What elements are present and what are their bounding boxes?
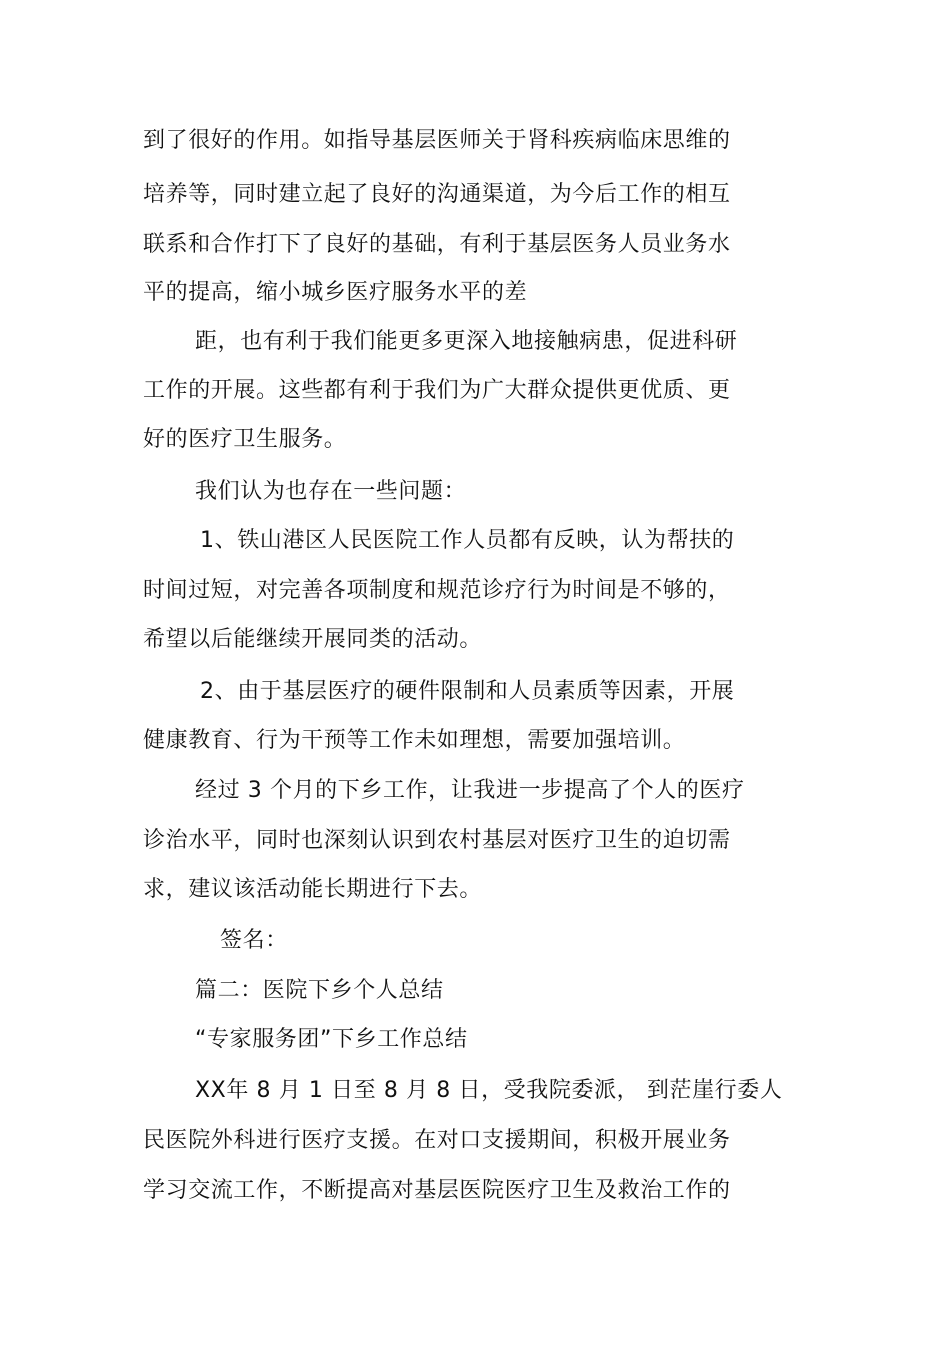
text-line: 平的提高，缩小城乡医疗服务水平的差 [143, 280, 528, 305]
text-line: XX年 8 月 1 日至 8 月 8 日，受我院委派， 到茫崖行委人 [195, 1078, 783, 1103]
text-line: 经过 3 个月的下乡工作，让我进一步提高了个人的医疗 [195, 778, 745, 803]
text-line: 工作的开展。这些都有利于我们为广大群众提供更优质、更 [143, 378, 731, 403]
text-line: 民医院外科进行医疗支援。在对口支援期间，积极开展业务 [143, 1128, 731, 1153]
text-line: 距，也有利于我们能更多更深入地接触病患，促进科研 [195, 329, 738, 354]
text-line: 2、由于基层医疗的硬件限制和人员素质等因素，开展 [200, 679, 735, 704]
text-line: 1、铁山港区人民医院工作人员都有反映，认为帮扶的 [200, 528, 735, 553]
text-line: 联系和合作打下了良好的基础，有利于基层医务人员业务水 [143, 232, 731, 257]
section-subtitle: “专家服务团”下乡工作总结 [195, 1027, 468, 1052]
text-line: 健康教育、行为干预等工作未如理想，需要加强培训。 [143, 728, 686, 753]
text-line: 培养等，同时建立起了良好的沟通渠道，为今后工作的相互 [143, 182, 731, 207]
text-line: 求，建议该活动能长期进行下去。 [143, 877, 483, 902]
text-line: 我们认为也存在一些问题： [195, 479, 467, 504]
text-line: 好的医疗卫生服务。 [143, 427, 347, 452]
text-line: 学习交流工作，不断提高对基层医院医疗卫生及救治工作的 [143, 1178, 731, 1203]
text-line: 希望以后能继续开展同类的活动。 [143, 627, 483, 652]
text-line: 诊治水平，同时也深刻认识到农村基层对医疗卫生的迫切需 [143, 828, 731, 853]
text-line: 到了很好的作用。如指导基层医师关于肾科疾病临床思维的 [143, 128, 731, 153]
section-title: 篇二：医院下乡个人总结 [195, 978, 444, 1003]
signature-label: 签名： [220, 928, 288, 953]
text-line: 时间过短，对完善各项制度和规范诊疗行为时间是不够的， [143, 578, 731, 603]
